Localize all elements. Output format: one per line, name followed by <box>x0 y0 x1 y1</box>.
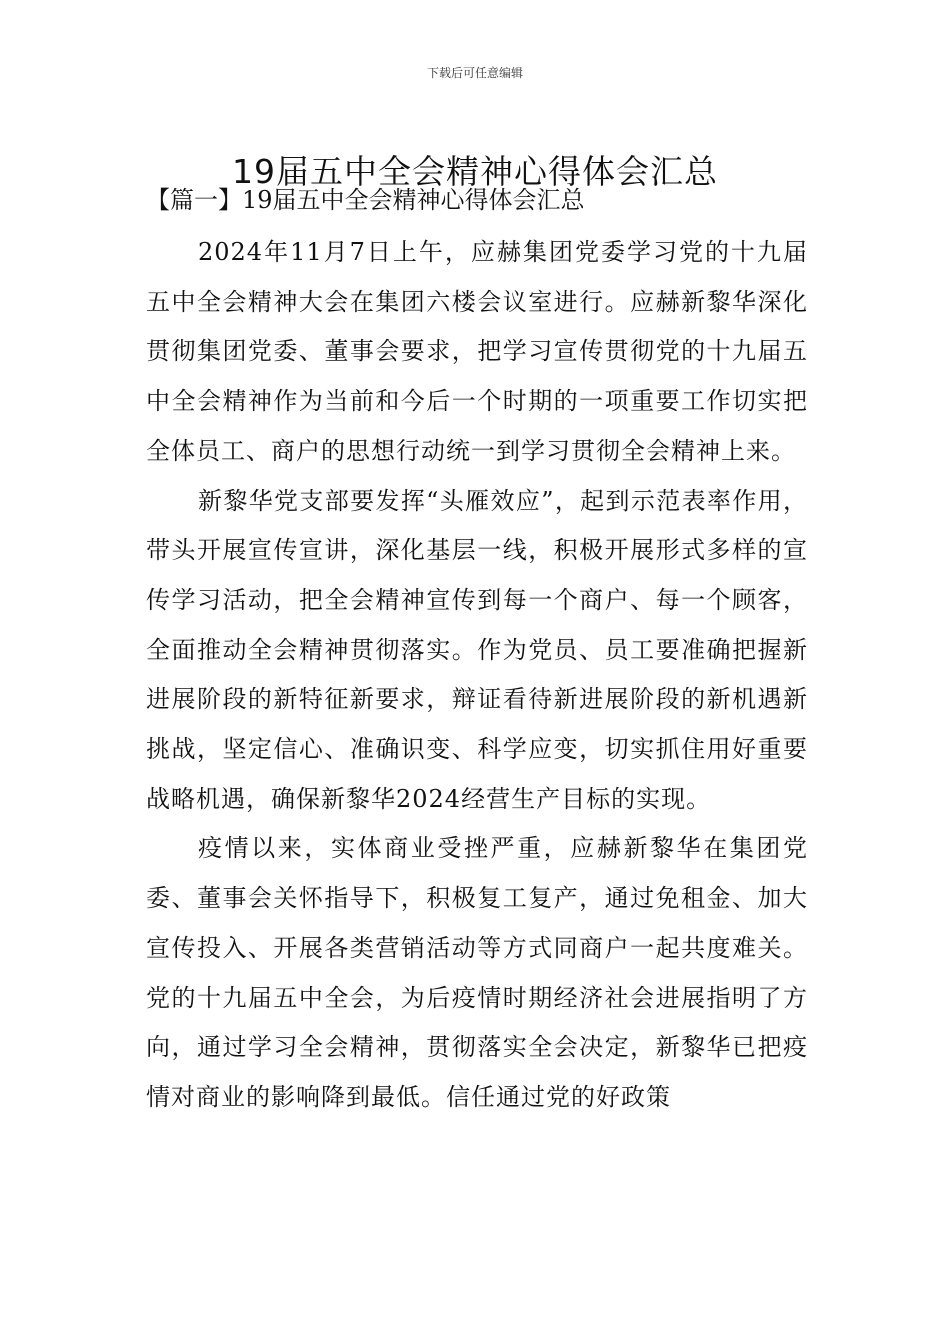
paragraph: 新黎华党支部要发挥“头雁效应”，起到示范表率作用，带头开展宣传宣讲，深化基层一线，积极开展形式多样的宣传学习活动，把全会精神宣传到每一个商户、每一个顾客，全面推动全会精神贯彻落实。作为党员、员工要准确把握新进展阶段的新特征新要求，辩证看待新进展阶段的新机遇新挑战，坚定信心、准确识变、科学应变，切实抓住用好重要战略机遇，确保新黎华2024经营生产目标的实现。 <box>146 486 808 813</box>
document-title: 19届五中全会精神心得体会汇总 <box>232 152 718 192</box>
section-heading: 【篇一】19届五中全会精神心得体会汇总 <box>146 186 585 214</box>
paragraph: 2024年11月7日上午，应赫集团党委学习党的十九届五中全会精神大会在集团六楼会议室进行。应赫新黎华深化贯彻集团党委、董事会要求，把学习宣传贯彻党的十九届五中全会精神作为当前和今后一个时期的一项重要工作切实把全体员工、商户的思想行动统一到学习贯彻全会精神上来。 <box>146 238 808 465</box>
page-header-note: 下载后可任意编辑 <box>426 66 523 80</box>
document-body <box>146 228 808 1123</box>
paragraph: 疫情以来，实体商业受挫严重，应赫新黎华在集团党委、董事会关怀指导下，积极复工复产，通过免租金、加大宣传投入、开展各类营销活动等方式同商户一起共度难关。党的十九届五中全会，为后疫情时期经济社会进展指明了方向，通过学习全会精神，贯彻落实全会决定，新黎华已把疫情对商业的影响降到最低。信任通过党的好政策 <box>146 834 808 1111</box>
